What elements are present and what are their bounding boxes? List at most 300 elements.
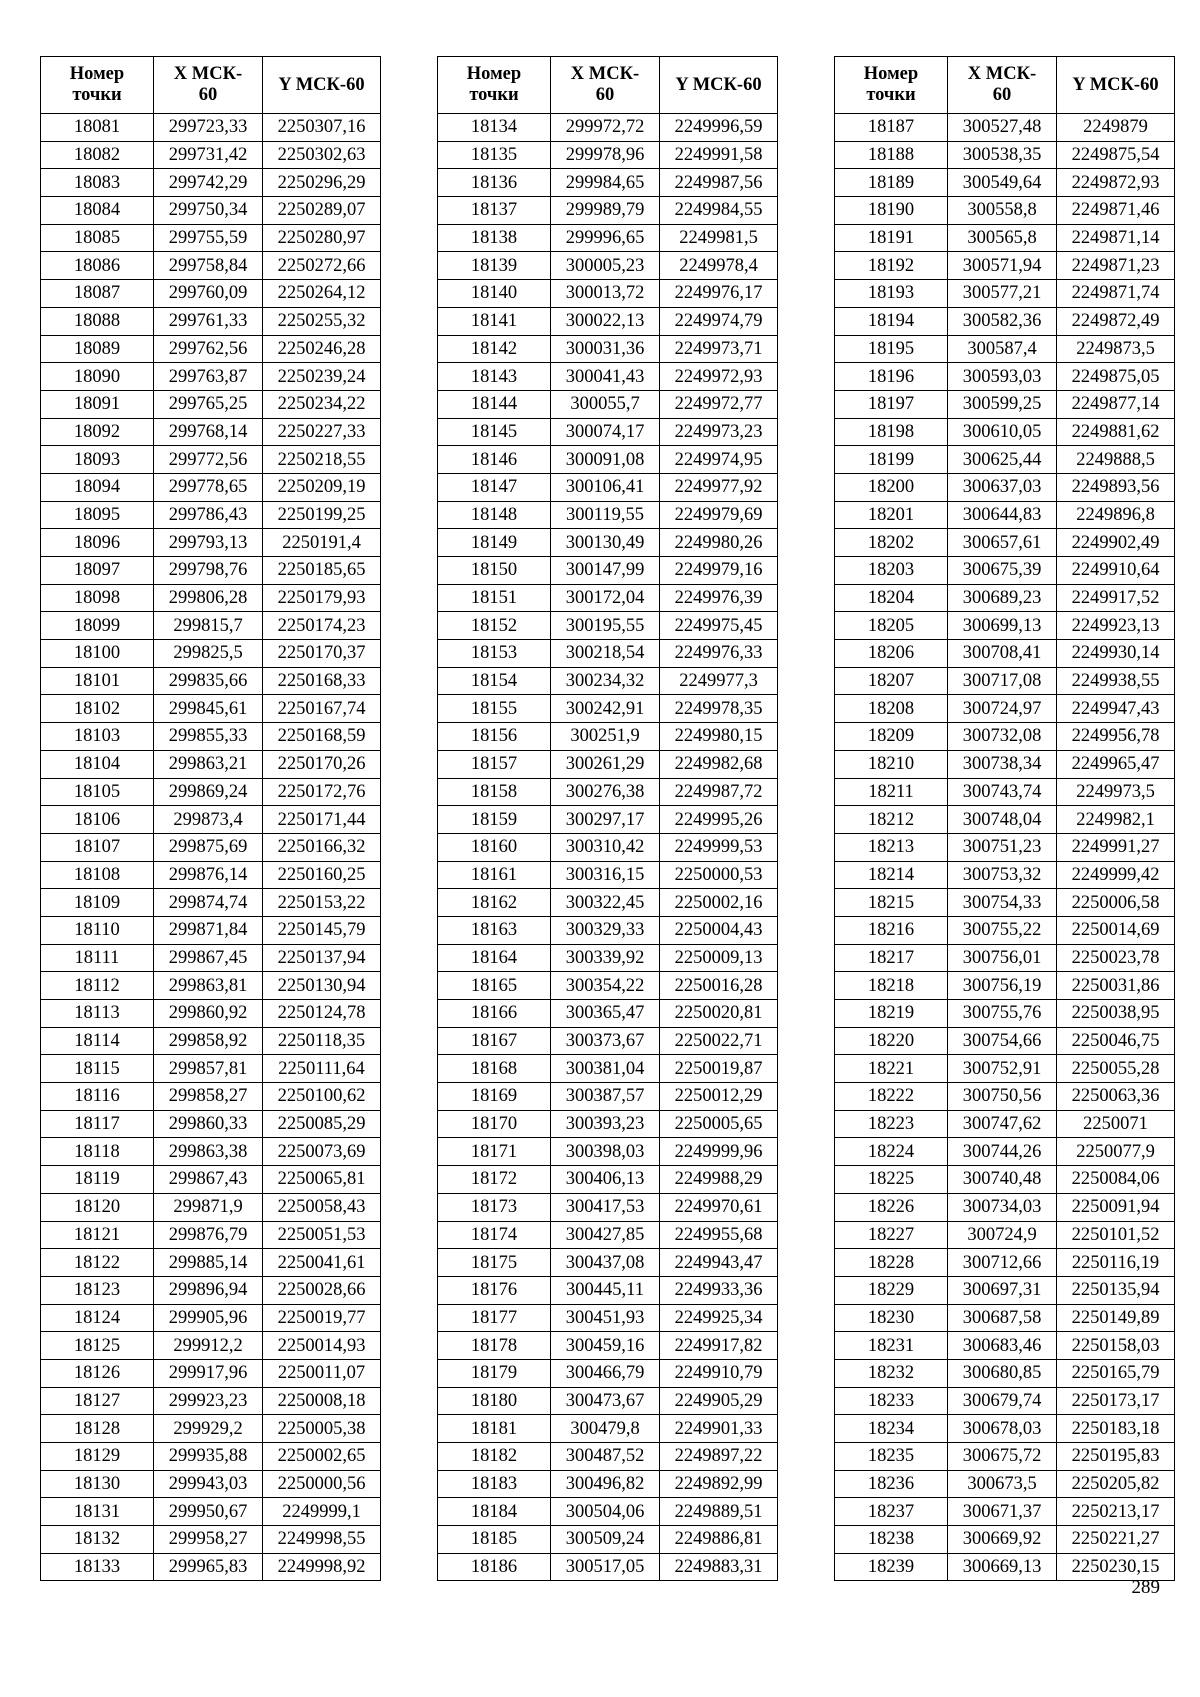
cell-point-number: 18204 [835, 584, 948, 612]
table-row [835, 667, 1175, 695]
cell-point-number: 18190 [835, 197, 948, 225]
table-row [41, 944, 381, 972]
table-row [835, 1027, 1175, 1055]
cell-y: 2250085,29 [263, 1110, 381, 1138]
header-x-msk60: X МСК- 60 [948, 57, 1057, 114]
cell-x: 300687,58 [948, 1304, 1057, 1332]
cell-y: 2250195,83 [1057, 1443, 1175, 1471]
cell-y: 2249970,61 [660, 1193, 778, 1221]
table-row [41, 889, 381, 917]
table-row [835, 1526, 1175, 1554]
cell-point-number: 18152 [438, 612, 551, 640]
table-row [835, 1193, 1175, 1221]
cell-y: 2250205,82 [1057, 1470, 1175, 1498]
cell-y: 2249871,74 [1057, 280, 1175, 308]
table-row [835, 473, 1175, 501]
cell-x: 300708,41 [948, 640, 1057, 668]
table-row [438, 640, 778, 668]
cell-y: 2249979,16 [660, 557, 778, 585]
cell-y: 2250166,32 [263, 833, 381, 861]
cell-x: 299875,69 [154, 833, 263, 861]
cell-point-number: 18130 [41, 1470, 154, 1498]
cell-y: 2250149,89 [1057, 1304, 1175, 1332]
cell-x: 300671,37 [948, 1498, 1057, 1526]
cell-point-number: 18221 [835, 1055, 948, 1083]
cell-y: 2250116,19 [1057, 1249, 1175, 1277]
table-row [835, 833, 1175, 861]
table-row [438, 806, 778, 834]
table-row [835, 889, 1175, 917]
cell-point-number: 18159 [438, 806, 551, 834]
cell-x: 300487,52 [551, 1443, 660, 1471]
cell-x: 300644,83 [948, 501, 1057, 529]
cell-point-number: 18096 [41, 529, 154, 557]
cell-point-number: 18192 [835, 252, 948, 280]
cell-y: 2250091,94 [1057, 1193, 1175, 1221]
cell-point-number: 18174 [438, 1221, 551, 1249]
table-row [41, 1276, 381, 1304]
table-row [41, 1193, 381, 1221]
cell-y: 2250213,17 [1057, 1498, 1175, 1526]
cell-point-number: 18208 [835, 695, 948, 723]
cell-point-number: 18136 [438, 169, 551, 197]
cell-y: 2250145,79 [263, 916, 381, 944]
cell-y: 2249984,55 [660, 197, 778, 225]
table-row [41, 307, 381, 335]
cell-x: 300689,23 [948, 584, 1057, 612]
table-row [438, 114, 778, 142]
table-row [835, 501, 1175, 529]
cell-x: 300437,08 [551, 1249, 660, 1277]
cell-x: 300234,32 [551, 667, 660, 695]
cell-x: 299874,74 [154, 889, 263, 917]
cell-point-number: 18177 [438, 1304, 551, 1332]
cell-point-number: 18090 [41, 363, 154, 391]
cell-point-number: 18150 [438, 557, 551, 585]
cell-point-number: 18212 [835, 806, 948, 834]
table-row [835, 1276, 1175, 1304]
cell-point-number: 18196 [835, 363, 948, 391]
cell-y: 2250255,32 [263, 307, 381, 335]
cell-point-number: 18092 [41, 418, 154, 446]
cell-y: 2249917,82 [660, 1332, 778, 1360]
table-row [438, 1332, 778, 1360]
table-row [41, 390, 381, 418]
cell-point-number: 18157 [438, 750, 551, 778]
cell-y: 2250168,59 [263, 723, 381, 751]
cell-x: 300538,35 [948, 141, 1057, 169]
cell-point-number: 18202 [835, 529, 948, 557]
cell-y: 2250302,63 [263, 141, 381, 169]
cell-point-number: 18182 [438, 1443, 551, 1471]
cell-y: 2250307,16 [263, 114, 381, 142]
table-row [835, 224, 1175, 252]
table-row [438, 1498, 778, 1526]
cell-x: 299885,14 [154, 1249, 263, 1277]
cell-x: 300218,54 [551, 640, 660, 668]
cell-point-number: 18237 [835, 1498, 948, 1526]
cell-point-number: 18225 [835, 1166, 948, 1194]
cell-point-number: 18230 [835, 1304, 948, 1332]
cell-y: 2249979,69 [660, 501, 778, 529]
table-row [835, 307, 1175, 335]
cell-y: 2249930,14 [1057, 640, 1175, 668]
cell-point-number: 18213 [835, 833, 948, 861]
cell-y: 2250272,66 [263, 252, 381, 280]
cell-y: 2250118,35 [263, 1027, 381, 1055]
table-row [835, 363, 1175, 391]
cell-x: 300565,8 [948, 224, 1057, 252]
cell-x: 299996,65 [551, 224, 660, 252]
cell-point-number: 18161 [438, 861, 551, 889]
table-row [835, 1110, 1175, 1138]
cell-y: 2250221,27 [1057, 1526, 1175, 1554]
cell-y: 2250051,53 [263, 1221, 381, 1249]
table-row [41, 584, 381, 612]
cell-point-number: 18151 [438, 584, 551, 612]
table-row [438, 723, 778, 751]
cell-point-number: 18117 [41, 1110, 154, 1138]
cell-x: 299978,96 [551, 141, 660, 169]
table-body [438, 114, 778, 1581]
table-row [835, 861, 1175, 889]
header-y-msk60: Y МСК-60 [1057, 57, 1175, 114]
cell-x: 299873,4 [154, 806, 263, 834]
table-row [835, 723, 1175, 751]
cell-point-number: 18160 [438, 833, 551, 861]
table-row [41, 1055, 381, 1083]
table-row [835, 169, 1175, 197]
cell-x: 300013,72 [551, 280, 660, 308]
cell-point-number: 18224 [835, 1138, 948, 1166]
cell-y: 2249972,93 [660, 363, 778, 391]
cell-y: 2250124,78 [263, 1000, 381, 1028]
cell-point-number: 18120 [41, 1193, 154, 1221]
table-row [835, 1249, 1175, 1277]
cell-point-number: 18141 [438, 307, 551, 335]
table-row [41, 252, 381, 280]
cell-y: 2249886,81 [660, 1526, 778, 1554]
table-row [438, 1553, 778, 1581]
cell-x: 300445,11 [551, 1276, 660, 1304]
cell-point-number: 18125 [41, 1332, 154, 1360]
table-row [835, 1332, 1175, 1360]
cell-x: 300675,72 [948, 1443, 1057, 1471]
cell-y: 2250289,07 [263, 197, 381, 225]
cell-x: 300310,42 [551, 833, 660, 861]
cell-y: 2249947,43 [1057, 695, 1175, 723]
table-row [41, 1498, 381, 1526]
table-row [835, 1387, 1175, 1415]
cell-y: 2249987,56 [660, 169, 778, 197]
cell-point-number: 18222 [835, 1083, 948, 1111]
table-row [835, 640, 1175, 668]
cell-x: 299860,33 [154, 1110, 263, 1138]
cell-y: 2250031,86 [1057, 972, 1175, 1000]
table-row [835, 1166, 1175, 1194]
cell-x: 299723,33 [154, 114, 263, 142]
cell-y: 2249889,51 [660, 1498, 778, 1526]
cell-x: 300195,55 [551, 612, 660, 640]
cell-x: 300549,64 [948, 169, 1057, 197]
cell-point-number: 18216 [835, 916, 948, 944]
cell-y: 2250016,28 [660, 972, 778, 1000]
cell-x: 300316,15 [551, 861, 660, 889]
table-row [835, 114, 1175, 142]
cell-point-number: 18082 [41, 141, 154, 169]
cell-point-number: 18179 [438, 1359, 551, 1387]
cell-y: 2250209,19 [263, 473, 381, 501]
table-header-row [438, 57, 778, 114]
cell-x: 300398,03 [551, 1138, 660, 1166]
cell-x: 299858,92 [154, 1027, 263, 1055]
cell-point-number: 18086 [41, 252, 154, 280]
table-row [41, 114, 381, 142]
cell-y: 2250000,56 [263, 1470, 381, 1498]
cell-y: 2250218,55 [263, 446, 381, 474]
table-row [41, 1000, 381, 1028]
table-row [835, 1083, 1175, 1111]
table-row [41, 1110, 381, 1138]
cell-y: 2249977,3 [660, 667, 778, 695]
cell-point-number: 18215 [835, 889, 948, 917]
cell-y: 2249871,23 [1057, 252, 1175, 280]
table-row [41, 861, 381, 889]
cell-point-number: 18102 [41, 695, 154, 723]
cell-y: 2250005,65 [660, 1110, 778, 1138]
cell-point-number: 18238 [835, 1526, 948, 1554]
cell-x: 300610,05 [948, 418, 1057, 446]
cell-point-number: 18119 [41, 1166, 154, 1194]
cell-point-number: 18231 [835, 1332, 948, 1360]
table-row [835, 557, 1175, 585]
cell-y: 2250135,94 [1057, 1276, 1175, 1304]
table-row [835, 335, 1175, 363]
cell-point-number: 18114 [41, 1027, 154, 1055]
cell-x: 300091,08 [551, 446, 660, 474]
cell-y: 2249991,58 [660, 141, 778, 169]
cell-y: 2250012,29 [660, 1083, 778, 1111]
cell-y: 2249976,39 [660, 584, 778, 612]
table-row [835, 418, 1175, 446]
cell-y: 2250167,74 [263, 695, 381, 723]
table-row [41, 473, 381, 501]
cell-x: 300748,04 [948, 806, 1057, 834]
cell-point-number: 18138 [438, 224, 551, 252]
cell-point-number: 18107 [41, 833, 154, 861]
cell-x: 300509,24 [551, 1526, 660, 1554]
cell-point-number: 18085 [41, 224, 154, 252]
cell-point-number: 18210 [835, 750, 948, 778]
table-row [438, 944, 778, 972]
table-row [41, 529, 381, 557]
cell-x: 299755,59 [154, 224, 263, 252]
cell-x: 299958,27 [154, 1526, 263, 1554]
cell-y: 2249933,36 [660, 1276, 778, 1304]
cell-y: 2250014,93 [263, 1332, 381, 1360]
cell-point-number: 18184 [438, 1498, 551, 1526]
cell-y: 2249980,26 [660, 529, 778, 557]
cell-y: 2250000,53 [660, 861, 778, 889]
cell-x: 299929,2 [154, 1415, 263, 1443]
cell-x: 299786,43 [154, 501, 263, 529]
cell-y: 2250005,38 [263, 1415, 381, 1443]
table-row [438, 557, 778, 585]
cell-x: 299857,81 [154, 1055, 263, 1083]
cell-point-number: 18099 [41, 612, 154, 640]
table-row [835, 1138, 1175, 1166]
cell-y: 2250065,81 [263, 1166, 381, 1194]
cell-y: 2249892,99 [660, 1470, 778, 1498]
table-row [41, 1166, 381, 1194]
cell-x: 299858,27 [154, 1083, 263, 1111]
table-row [41, 1138, 381, 1166]
cell-x: 300587,4 [948, 335, 1057, 363]
cell-y: 2250058,43 [263, 1193, 381, 1221]
cell-x: 299750,34 [154, 197, 263, 225]
table-row [41, 280, 381, 308]
cell-point-number: 18198 [835, 418, 948, 446]
cell-y: 2250041,61 [263, 1249, 381, 1277]
cell-y: 2249974,95 [660, 446, 778, 474]
cell-x: 300147,99 [551, 557, 660, 585]
cell-x: 299935,88 [154, 1443, 263, 1471]
table-row [835, 1443, 1175, 1471]
cell-x: 300571,94 [948, 252, 1057, 280]
cell-point-number: 18108 [41, 861, 154, 889]
cell-x: 299742,29 [154, 169, 263, 197]
cell-x: 300417,53 [551, 1193, 660, 1221]
cell-x: 300754,66 [948, 1027, 1057, 1055]
cell-x: 300473,67 [551, 1387, 660, 1415]
cell-point-number: 18156 [438, 723, 551, 751]
cell-x: 300637,03 [948, 473, 1057, 501]
coordinates-table-2 [437, 56, 778, 1581]
table-header-row [41, 57, 381, 114]
table-row [835, 1055, 1175, 1083]
cell-y: 2250101,52 [1057, 1221, 1175, 1249]
table-row [438, 1110, 778, 1138]
table-row [835, 446, 1175, 474]
cell-x: 299793,13 [154, 529, 263, 557]
table-row [835, 390, 1175, 418]
cell-y: 2250158,03 [1057, 1332, 1175, 1360]
header-x-msk60: X МСК- 60 [154, 57, 263, 114]
cell-point-number: 18087 [41, 280, 154, 308]
cell-y: 2249973,5 [1057, 778, 1175, 806]
cell-point-number: 18232 [835, 1359, 948, 1387]
cell-x: 299965,83 [154, 1553, 263, 1581]
cell-point-number: 18173 [438, 1193, 551, 1221]
cell-point-number: 18098 [41, 584, 154, 612]
cell-x: 300712,66 [948, 1249, 1057, 1277]
cell-y: 2249938,55 [1057, 667, 1175, 695]
table-row [438, 1083, 778, 1111]
cell-x: 300365,47 [551, 1000, 660, 1028]
cell-x: 300022,13 [551, 307, 660, 335]
cell-x: 300172,04 [551, 584, 660, 612]
cell-x: 299765,25 [154, 390, 263, 418]
table-row [41, 169, 381, 197]
cell-x: 300005,23 [551, 252, 660, 280]
cell-point-number: 18239 [835, 1553, 948, 1581]
cell-y: 2250191,4 [263, 529, 381, 557]
table-row [835, 252, 1175, 280]
cell-point-number: 18154 [438, 667, 551, 695]
cell-point-number: 18084 [41, 197, 154, 225]
table-row [41, 446, 381, 474]
cell-x: 299912,2 [154, 1332, 263, 1360]
cell-x: 300697,31 [948, 1276, 1057, 1304]
cell-y: 2250111,64 [263, 1055, 381, 1083]
cell-point-number: 18144 [438, 390, 551, 418]
table-row [438, 1387, 778, 1415]
cell-point-number: 18106 [41, 806, 154, 834]
cell-y: 2249888,5 [1057, 446, 1175, 474]
cell-y: 2249999,1 [263, 1498, 381, 1526]
cell-x: 299869,24 [154, 778, 263, 806]
table-row [41, 833, 381, 861]
cell-y: 2249998,55 [263, 1526, 381, 1554]
cell-y: 2250055,28 [1057, 1055, 1175, 1083]
cell-x: 299763,87 [154, 363, 263, 391]
table-row [41, 363, 381, 391]
cell-y: 2250168,33 [263, 667, 381, 695]
header-y-msk60: Y МСК-60 [660, 57, 778, 114]
cell-y: 2249875,54 [1057, 141, 1175, 169]
cell-y: 2250008,18 [263, 1387, 381, 1415]
cell-x: 299760,09 [154, 280, 263, 308]
cell-y: 2250199,25 [263, 501, 381, 529]
cell-x: 300381,04 [551, 1055, 660, 1083]
cell-point-number: 18181 [438, 1415, 551, 1443]
table-row [41, 557, 381, 585]
table-row [41, 916, 381, 944]
table-row [438, 889, 778, 917]
cell-y: 2250239,24 [263, 363, 381, 391]
cell-x: 300669,13 [948, 1553, 1057, 1581]
table-row [835, 612, 1175, 640]
cell-x: 299871,9 [154, 1193, 263, 1221]
cell-point-number: 18197 [835, 390, 948, 418]
cell-point-number: 18201 [835, 501, 948, 529]
cell-x: 299876,14 [154, 861, 263, 889]
table-row [438, 1138, 778, 1166]
cell-x: 300724,97 [948, 695, 1057, 723]
table-row [835, 1304, 1175, 1332]
cell-point-number: 18229 [835, 1276, 948, 1304]
cell-x: 299867,45 [154, 944, 263, 972]
table-row [438, 1055, 778, 1083]
table-row [41, 1083, 381, 1111]
table-row [41, 806, 381, 834]
cell-x: 300479,8 [551, 1415, 660, 1443]
cell-y: 2249896,8 [1057, 501, 1175, 529]
table-body [41, 114, 381, 1581]
cell-point-number: 18158 [438, 778, 551, 806]
cell-y: 2249901,33 [660, 1415, 778, 1443]
cell-y: 2249987,72 [660, 778, 778, 806]
cell-x: 299863,38 [154, 1138, 263, 1166]
cell-x: 299815,7 [154, 612, 263, 640]
cell-point-number: 18169 [438, 1083, 551, 1111]
cell-x: 300625,44 [948, 446, 1057, 474]
table-row [41, 1359, 381, 1387]
table-row [835, 1359, 1175, 1387]
cell-y: 2249965,47 [1057, 750, 1175, 778]
table-row [835, 695, 1175, 723]
table-row [835, 750, 1175, 778]
